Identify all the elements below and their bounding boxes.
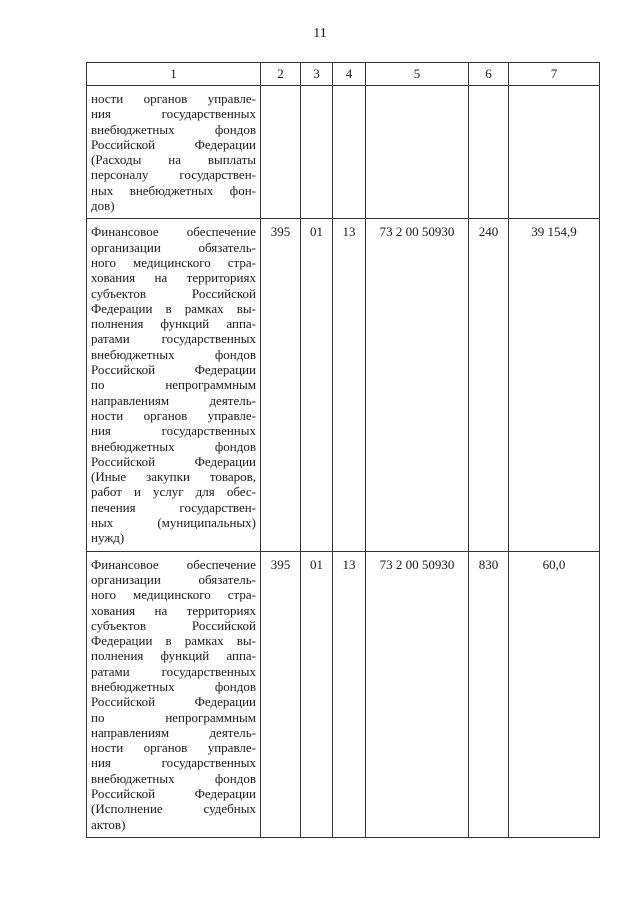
description-line: актов)	[91, 816, 126, 832]
cell-c4	[333, 86, 366, 219]
cell-c7: 60,0	[509, 551, 600, 837]
description-line: ния государственных	[91, 755, 256, 771]
cell-c2: 395	[261, 551, 301, 837]
description-line: ного медицинского стра-	[91, 254, 256, 270]
column-header: 6	[469, 63, 509, 86]
cell-c3: 01	[301, 219, 333, 551]
description-line: ности органов управле-	[91, 91, 256, 106]
cell-c5: 73 2 00 50930	[366, 219, 469, 551]
description-line: внебюджетных фондов	[91, 346, 256, 362]
cell-c2: 395	[261, 219, 301, 551]
description-line: ности органов управле-	[91, 407, 256, 423]
description-line: ности органов управле-	[91, 740, 256, 756]
description-line: полнения функций аппа-	[91, 648, 256, 664]
description-line: организации обязатель-	[91, 239, 256, 255]
column-header: 3	[301, 63, 333, 86]
column-header: 4	[333, 63, 366, 86]
description-line: по непрограммным	[91, 709, 256, 725]
description-line: персоналу государствен-	[91, 167, 256, 183]
description-line: Федерации в рамках вы-	[91, 633, 256, 649]
description-line: ния государственных	[91, 106, 256, 122]
description-line: (Иные закупки товаров,	[91, 469, 256, 485]
description-line: Финансовое обеспечение	[91, 224, 256, 240]
cell-c7	[509, 86, 600, 219]
description-line: внебюджетных фондов	[91, 121, 256, 137]
description-line: направлениям деятель-	[91, 392, 256, 408]
description-line: Российской Федерации	[91, 136, 256, 152]
column-header: 7	[509, 63, 600, 86]
description-line: ратами государственных	[91, 331, 256, 347]
cell-c6: 830	[469, 551, 509, 837]
column-header: 5	[366, 63, 469, 86]
cell-c5: 73 2 00 50930	[366, 551, 469, 837]
description-line: Российской Федерации	[91, 786, 256, 802]
description-line: ратами государственных	[91, 663, 256, 679]
description-line: печения государствен-	[91, 499, 256, 515]
table-row	[87, 551, 600, 837]
cell-c5	[366, 86, 469, 219]
column-header: 2	[261, 63, 301, 86]
column-header: 1	[87, 63, 261, 86]
page-number: 11	[313, 26, 327, 41]
description-line: (Исполнение судебных	[91, 801, 256, 817]
row-description-cell	[87, 551, 261, 837]
description-line: полнения функций аппа-	[91, 316, 256, 332]
description-line: внебюджетных фондов	[91, 678, 256, 694]
cell-c7: 39 154,9	[509, 219, 600, 551]
description-line: (Расходы на выплаты	[91, 152, 256, 168]
cell-c2	[261, 86, 301, 219]
description-line: ных (муниципальных)	[91, 515, 256, 531]
table-row	[87, 219, 600, 551]
description-line: работ и услуг для обес-	[91, 484, 256, 500]
description-line: хования на территориях	[91, 602, 256, 618]
table-header-row	[87, 63, 600, 86]
description-line: Федерации в рамках вы-	[91, 300, 256, 316]
description-line: внебюджетных фондов	[91, 770, 256, 786]
row-description-cell	[87, 86, 261, 219]
row-description-cell	[87, 219, 261, 551]
cell-c3: 01	[301, 551, 333, 837]
description-line: внебюджетных фондов	[91, 438, 256, 454]
cell-c6	[469, 86, 509, 219]
description-line: Финансовое обеспечение	[91, 556, 256, 572]
description-line: Российской Федерации	[91, 453, 256, 469]
cell-c6: 240	[469, 219, 509, 551]
description-line: направлениям деятель-	[91, 724, 256, 740]
description-line: по непрограммным	[91, 377, 256, 393]
description-line: субъектов Российской	[91, 285, 256, 301]
description-line: Российской Федерации	[91, 694, 256, 710]
description-line: ного медицинского стра-	[91, 587, 256, 603]
description-line: субъектов Российской	[91, 617, 256, 633]
description-line: организации обязатель-	[91, 571, 256, 587]
description-line: хования на территориях	[91, 270, 256, 286]
budget-table	[86, 62, 600, 838]
description-line: ных внебюджетных фон-	[91, 182, 256, 198]
table-row	[87, 86, 600, 219]
description-line: нужд)	[91, 530, 125, 546]
cell-c3	[301, 86, 333, 219]
description-line: Российской Федерации	[91, 362, 256, 378]
description-line: дов)	[91, 198, 115, 214]
description-line: ния государственных	[91, 423, 256, 439]
cell-c4: 13	[333, 551, 366, 837]
cell-c4: 13	[333, 219, 366, 551]
